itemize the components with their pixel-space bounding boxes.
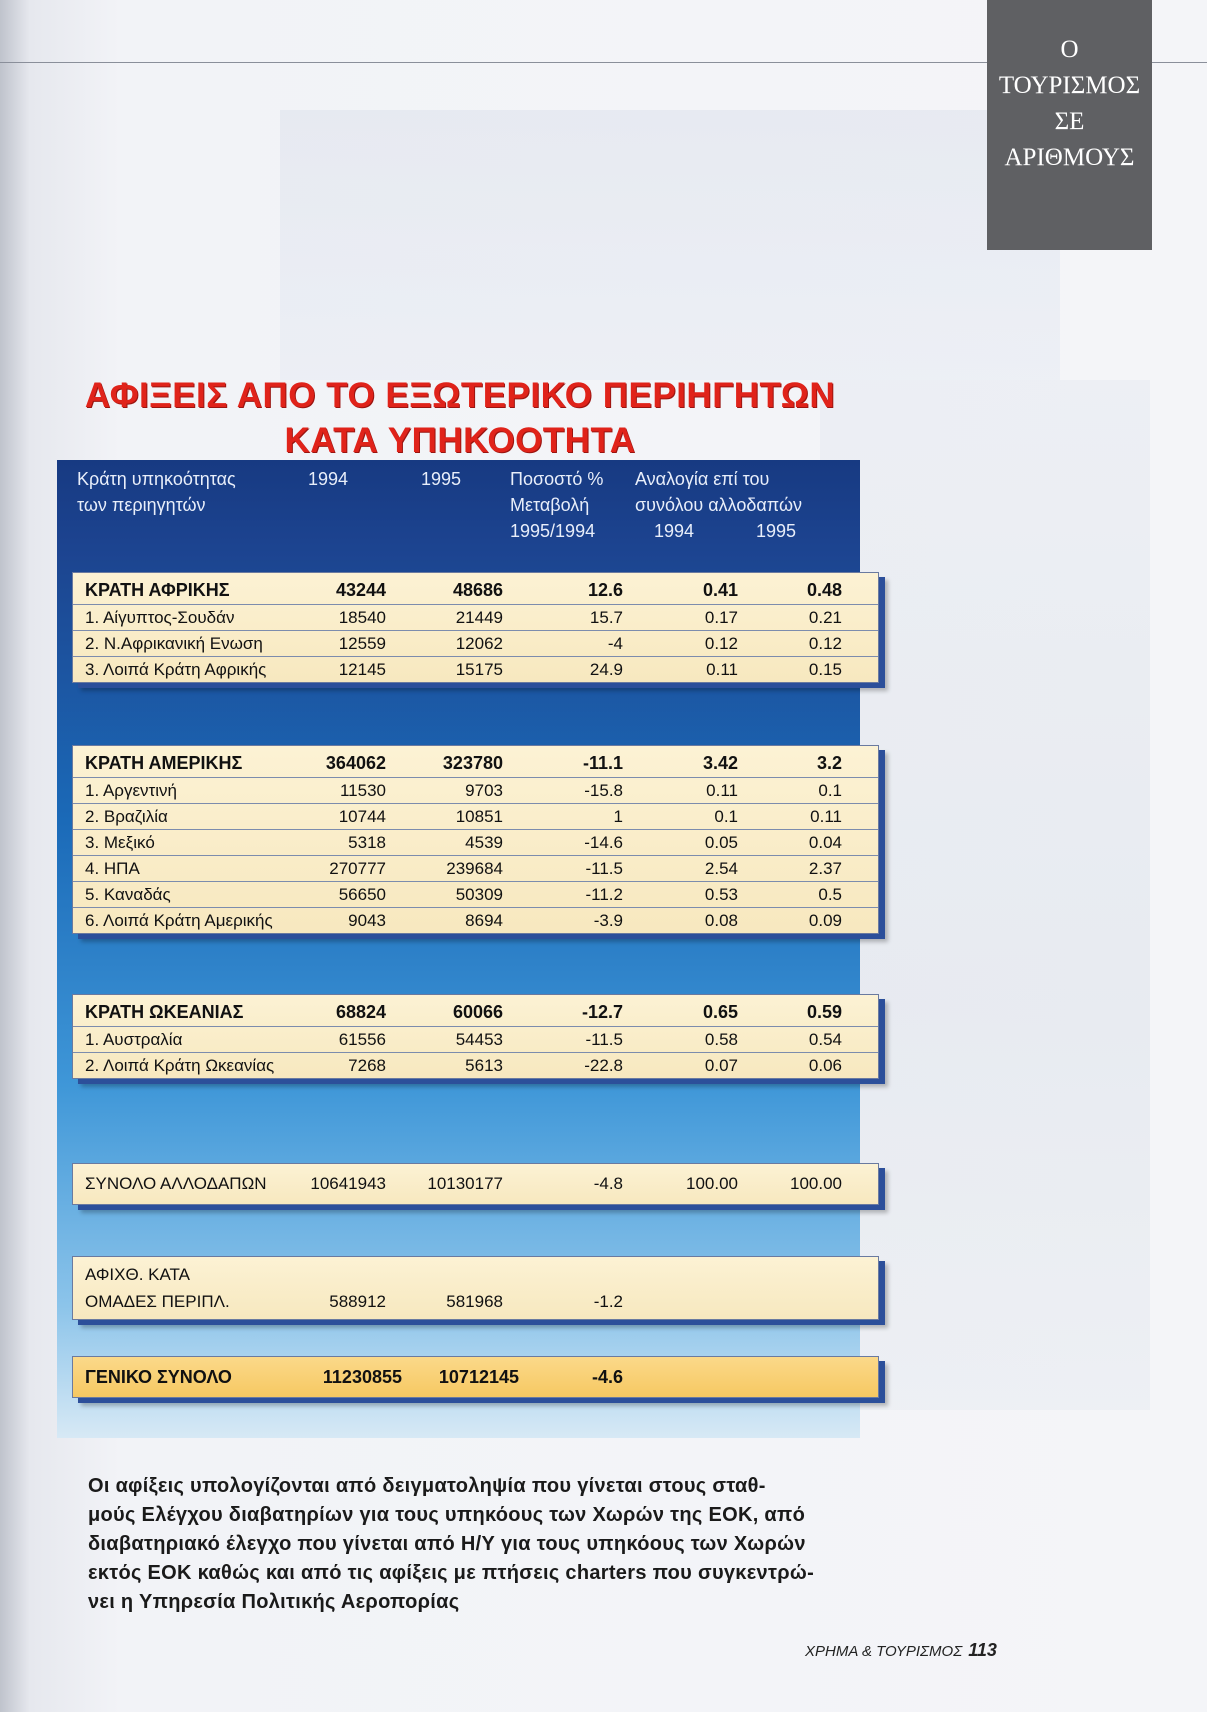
section-line: O <box>1060 36 1079 63</box>
cell-1994: 270777 <box>329 859 386 878</box>
cell-1994: 588912 <box>329 1292 386 1311</box>
cell-pct: -1.2 <box>593 1292 623 1311</box>
table-header <box>57 460 860 560</box>
header-pct-line1: Ποσοστό % <box>510 469 604 489</box>
table-row <box>73 1027 878 1053</box>
table-row <box>73 778 878 804</box>
header-share-line1: Αναλογία επί του <box>635 469 770 489</box>
footnote-line: νει η Υπηρεσία Πολιτικής Αεροπορίας <box>88 1591 460 1613</box>
cell-1994: 43244 <box>335 580 386 600</box>
section-label <box>987 0 1152 250</box>
cell-1995: 48686 <box>452 580 503 600</box>
table-row <box>73 1053 878 1078</box>
header-share-1994: 1994 <box>654 521 695 541</box>
header-pct-change <box>510 466 603 544</box>
cell-name: 2. Λοιπά Κράτη Ωκεανίας <box>85 1056 275 1075</box>
table-row <box>73 1357 878 1397</box>
cell-name-line1: ΑΦΙΧΘ. ΚΑΤΑ <box>85 1265 191 1284</box>
cell-1994: 7268 <box>348 1056 386 1075</box>
cell-share-1995: 0.21 <box>808 608 842 627</box>
table-row <box>73 1257 878 1319</box>
grand-total-table <box>72 1356 879 1398</box>
cell-share-1995: 3.2 <box>816 753 842 773</box>
section-line: ΤΟΥΡΙΣΜΟΣ <box>998 72 1141 99</box>
cell-share-1994: 0.53 <box>704 885 738 904</box>
cell-share-1994: 0.41 <box>702 580 738 600</box>
cell-share-1995: 0.59 <box>806 1002 842 1022</box>
header-country-line2: των περιηγητών <box>77 495 206 515</box>
cell-name: 3. Λοιπά Κράτη Αφρικής <box>85 660 267 679</box>
cell-share-1995: 0.12 <box>808 634 842 653</box>
background-poster <box>280 110 1060 380</box>
cell-1994: 10641943 <box>310 1174 386 1193</box>
cell-1995: 323780 <box>442 753 503 773</box>
title-line-2: ΚΑΤΑ ΥΠΗΚΟΟΤΗΤΑ <box>284 421 636 460</box>
page-title <box>60 373 860 463</box>
cell-pct: -11.1 <box>582 753 623 773</box>
cell-pct: 24.9 <box>589 660 623 679</box>
cell-1995: 15175 <box>455 660 503 679</box>
cell-1994: 11230855 <box>322 1367 402 1387</box>
america-table <box>72 745 879 934</box>
oceania-table <box>72 994 879 1079</box>
section-line: ΑΡΙΘΜΟΥΣ <box>1004 144 1135 171</box>
table-row <box>73 573 878 605</box>
cell-1995: 54453 <box>455 1030 503 1049</box>
title-line-1: ΑΦΙΞΕΙΣ ΑΠΟ ΤΟ ΕΞΩΤΕΡΙΚΟ ΠΕΡΙΗΓΗΤΩΝ <box>84 376 836 415</box>
header-pct-line2: Μεταβολή <box>510 495 590 515</box>
table-row <box>73 631 878 657</box>
cell-share-1994: 0.11 <box>706 660 738 679</box>
cell-share-1995: 0.09 <box>808 911 842 930</box>
header-share <box>635 466 802 518</box>
cell-name: 2. Βραζιλία <box>85 807 168 826</box>
group-arrivals-table <box>72 1256 879 1320</box>
cell-1995: 239684 <box>446 859 503 878</box>
cell-pct: -11.5 <box>585 859 623 878</box>
cell-share-1994: 0.11 <box>706 781 738 800</box>
table-row <box>73 746 878 778</box>
cell-name: 6. Λοιπά Κράτη Αμερικής <box>85 911 273 930</box>
page-footer <box>805 1640 997 1661</box>
cell-pct: -11.5 <box>585 1030 623 1049</box>
cell-1994: 61556 <box>338 1030 386 1049</box>
footnote-line: εκτός ΕΟΚ καθώς και από τις αφίξεις με πτήσεις charters που συγκεντρώ- <box>88 1562 815 1584</box>
cell-share-1995: 0.04 <box>808 833 842 852</box>
cell-pct: -15.8 <box>584 781 623 800</box>
cell-pct: -3.9 <box>593 911 623 930</box>
cell-pct: -14.6 <box>584 833 623 852</box>
cell-name: 1. Αυστραλία <box>85 1030 183 1049</box>
cell-share-1994: 0.1 <box>714 807 738 826</box>
cell-1994: 364062 <box>325 753 386 773</box>
cell-name: ΚΡΑΤΗ ΑΦΡΙΚΗΣ <box>85 580 230 600</box>
cell-share-1994: 0.12 <box>704 634 738 653</box>
table-row <box>73 882 878 908</box>
cell-name: 1. Αίγυπτος-Σουδάν <box>85 608 235 627</box>
cell-1994: 12559 <box>338 634 386 653</box>
cell-1994: 12145 <box>338 660 386 679</box>
header-share-line2: συνόλου αλλοδαπών <box>635 495 802 515</box>
header-1995: 1995 <box>421 469 462 489</box>
cell-1994: 18540 <box>338 608 386 627</box>
cell-1994: 68824 <box>335 1002 386 1022</box>
section-line: ΣΕ <box>1054 108 1085 135</box>
table-row <box>73 804 878 830</box>
cell-share-1994: 0.65 <box>702 1002 738 1022</box>
cell-1994: 10744 <box>338 807 386 826</box>
header-1994: 1994 <box>308 469 349 489</box>
table-row <box>73 1164 878 1204</box>
cell-name: 4. ΗΠΑ <box>85 859 140 878</box>
publication-name: ΧΡΗΜΑ & ΤΟΥΡΙΣΜΟΣ <box>805 1643 963 1660</box>
cell-1995: 581968 <box>446 1292 503 1311</box>
cell-share-1995: 0.11 <box>810 807 842 826</box>
table-row <box>73 908 878 933</box>
cell-share-1994: 0.07 <box>704 1056 738 1075</box>
cell-pct: -22.8 <box>584 1056 623 1075</box>
cell-pct: -11.2 <box>585 885 623 904</box>
cell-1995: 5613 <box>465 1056 503 1075</box>
cell-share-1994: 100.00 <box>686 1174 738 1193</box>
page-number: 113 <box>968 1640 997 1660</box>
footnote-line: διαβατηριακό έλεγχο που γίνεται από Η/Υ για τους υπηκόους των Χωρών <box>88 1533 806 1555</box>
cell-share-1994: 0.08 <box>704 911 738 930</box>
cell-name: ΚΡΑΤΗ ΩΚΕΑΝΙΑΣ <box>85 1002 244 1022</box>
cell-1995: 12062 <box>455 634 503 653</box>
cell-share-1994: 2.54 <box>704 859 738 878</box>
cell-share-1995: 0.15 <box>808 660 842 679</box>
table-row <box>73 856 878 882</box>
table-row <box>73 605 878 631</box>
cell-1995: 60066 <box>452 1002 503 1022</box>
cell-1994: 11530 <box>339 781 386 800</box>
header-country <box>77 466 236 518</box>
cell-name: ΚΡΑΤΗ ΑΜΕΡΙΚΗΣ <box>85 753 243 773</box>
table-row <box>73 995 878 1027</box>
cell-name-line2: ΟΜΑΔΕΣ ΠΕΡΙΠΛ. <box>85 1292 230 1311</box>
cell-pct: -4 <box>607 634 623 653</box>
cell-share-1994: 3.42 <box>702 753 738 773</box>
header-country-line1: Κράτη υπηκοότητας <box>77 469 236 489</box>
cell-1995: 50309 <box>455 885 503 904</box>
cell-1994: 5318 <box>348 833 386 852</box>
cell-1995: 10851 <box>455 807 503 826</box>
cell-share-1995: 0.48 <box>806 580 842 600</box>
cell-1995: 4539 <box>465 833 503 852</box>
footnote-line: Οι αφίξεις υπολογίζονται από δειγματοληψία που γίνεται στους σταθ- <box>88 1475 766 1497</box>
cell-name: 5. Καναδάς <box>85 885 171 904</box>
cell-pct: -12.7 <box>581 1002 623 1022</box>
cell-1994: 56650 <box>338 885 386 904</box>
footnote-line: μούς Ελέγχου διαβατηρίων για τους υπηκόους των Χωρών της ΕΟΚ, από <box>88 1504 806 1526</box>
cell-share-1995: 0.1 <box>818 781 842 800</box>
cell-pct: -4.6 <box>591 1367 623 1387</box>
cell-name: ΣΥΝΟΛΟ ΑΛΛΟΔΑΠΩΝ <box>85 1174 267 1193</box>
cell-1995: 8694 <box>465 911 503 930</box>
cell-1995: 10130177 <box>427 1174 503 1193</box>
cell-1995: 10712145 <box>438 1367 519 1387</box>
footnote <box>88 1472 878 1617</box>
table-row <box>73 830 878 856</box>
cell-share-1995: 0.06 <box>808 1056 842 1075</box>
cell-pct: 1 <box>613 807 623 826</box>
cell-pct: 12.6 <box>587 580 623 600</box>
header-pct-line3: 1995/1994 <box>510 521 596 541</box>
cell-pct: 15.7 <box>589 608 623 627</box>
cell-pct: -4.8 <box>593 1174 623 1193</box>
cell-name: 1. Αργεντινή <box>85 781 177 800</box>
cell-share-1995: 2.37 <box>808 859 842 878</box>
africa-table <box>72 572 879 683</box>
cell-1994: 9043 <box>348 911 386 930</box>
cell-share-1994: 0.17 <box>704 608 738 627</box>
cell-1995: 21449 <box>455 608 503 627</box>
cell-name: 2. Ν.Αφρικανική Ενωση <box>85 634 263 653</box>
header-share-1995: 1995 <box>756 521 797 541</box>
cell-share-1995: 100.00 <box>790 1174 842 1193</box>
cell-name <box>85 1261 230 1315</box>
cell-share-1994: 0.05 <box>704 833 738 852</box>
cell-name: ΓΕΝΙΚΟ ΣΥΝΟΛΟ <box>85 1367 232 1387</box>
total-foreign-table <box>72 1163 879 1205</box>
cell-name: 3. Μεξικό <box>85 833 155 852</box>
table-row <box>73 657 878 682</box>
cell-share-1995: 0.54 <box>808 1030 842 1049</box>
cell-share-1995: 0.5 <box>818 885 842 904</box>
cell-1995: 9703 <box>465 781 503 800</box>
cell-share-1994: 0.58 <box>704 1030 738 1049</box>
